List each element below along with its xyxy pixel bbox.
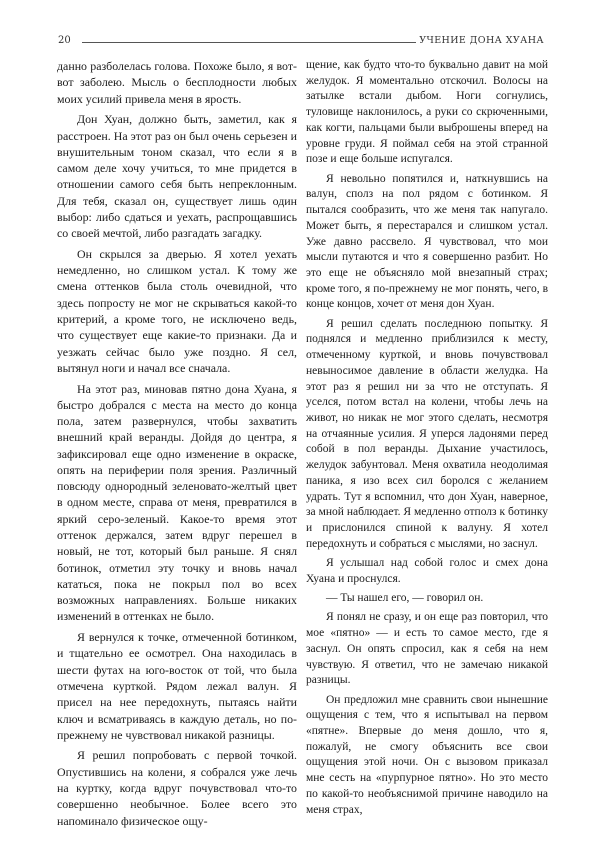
paragraph: Я услышал над собой голос и смех дона Хуана и проснулся. — [306, 557, 548, 585]
page-number: 20 — [58, 35, 71, 46]
paragraph: Я невольно попятился и, наткнувшись на валун, сполз на пол рядом с ботинком. Я пытался сообразить, что же меня так напугало. Может быть, я перестарался и слишком устал. Уже давно рассвело. Я чувствовал, что мои мысли путаются и что я совершенно разбит. Но это еще не объясняло мой внезапный страх; кроме того, я по-прежнему не мог понять, чего, в конце концов, хочет от меня дон Хуан. — [306, 172, 548, 311]
running-head — [58, 35, 544, 49]
running-title: УЧЕНИЕ ДОНА ХУАНА — [419, 35, 544, 46]
right-column — [306, 58, 548, 822]
paragraph: данно разболелась голова. Похоже было, я вот-вот заболею. Мысль о бесплодности любых моих усилий привела меня в ярость. — [57, 59, 297, 106]
paragraph: Он скрылся за дверью. Я хотел уехать немедленно, но слишком устал. К тому же смена оттенков была столь очевидной, что здесь попросту не мог не скрываться какой-то критерий, а кроме того, не исключено ведь, что существует еще какие-то признаки. Да и уезжать сейчас было уже поздно. Я сел, вытянул ноги и начал все сначала. — [57, 246, 297, 375]
paragraph: Я решил сделать последнюю попытку. Я поднялся и медленно приблизился к месту, отмеченному курткой, и вновь почувствовал невыносимое давление в области желудка. На этот раз я решил ни за что не отступать. Я уселся, потом встал на колени, чтобы лечь на живот, но никак не мог этого сделать, несмотря на отчаянные усилия. Я уперся ладонями перед собой в пол веранды. Дыхание участилось, желудок забунтовал. Меня охватила неодолимая паника, я изо всех сил боролся с желанием удрать. Тут я вспомнил, что дон Хуан, наверное, за мной наблюдает. Я медленно отполз к ботинку и прислонился спиной к валуну. Я хотел передохнуть и собраться с мыслями, но заснул. — [306, 317, 548, 550]
paragraph: Я понял не сразу, и он еще раз повторил, что мое «пятно» — и есть то самое место, где я заснул. Он опять спросил, как я себя на нем чувствую. Я ответил, что не замечаю никакой разницы. — [306, 611, 548, 687]
paragraph: На этот раз, миновав пятно дона Хуана, я быстро добрался с места на место до конца пола, затем развернулся, чтобы захватить внешний край веранды. Дойдя до центра, я зафиксировал еще одно изменение в окраске, опять на периферии поля зрения. Различный повсюду однородный зеленовато-желтый цвет в одном месте, справа от меня, превратился в яркий серо-зеленый. Какое-то время этот оттенок держался, затем вдруг перешел в новый, не тот, который был раньше. Я снял ботинок, отметил эту точку и вновь начал кататься, пока не покрыл пол во всех возможных направлениях. Больше никаких изменений в оттенках не было. — [57, 381, 297, 624]
header-rule — [82, 42, 416, 43]
paragraph: щение, как будто что-то буквально давит на мой желудок. Я моментально отскочил. Волосы на затылке встали дыбом. Ноги согнулись, туловище наклонилось, а руки со скрюченными, как когти, пальцами были выброшены вперед на уровне груди. Я поймал себя на этой странной позе и еще больше испугался. — [306, 59, 548, 166]
paragraph: Дон Хуан, должно быть, заметил, как я расстроен. На этот раз он был очень серьезен и внушительным тоном сказал, что если я в самом деле хочу учиться, то мне придется в отношении самого себя быть непреклонным. Для тебя, сказал он, существует лишь один выбор: либо сдаться и уехать, распрощавшись со своей мечтой, либо разгадать загадку. — [57, 112, 297, 241]
paragraph: Он предложил мне сравнить свои нынешние ощущения с тем, что я испытывал на первом «пятне». Впервые до меня дошло, что я, пожалуй, не смогу объяснить все свои ощущения этой ночи. Он с вызовом приказал мне сесть на «пурпурное пятно». Но это место по какой-то необъяснимой причине наводило на меня страх, — [306, 693, 548, 816]
paragraph: — Ты нашел его, — говорил он. — [326, 592, 484, 605]
paragraph: Я решил попробовать с первой точкой. Опустившись на колени, я собрался уже лечь на куртку, когда вдруг почувствовал что-то совершенно необычное. Более всего это напоминало физическое ощу- — [57, 748, 297, 828]
paragraph: Я вернулся к точке, отмеченной ботинком, и тщательно ее осмотрел. Она находилась в шести футах на юго-восток от той, что была отмечена курткой. Рядом лежал валун. Я присел на нее передохнуть, пытаясь найти ключ и всматриваясь в каждую деталь, но по-прежнему не чувствовал никакой разницы. — [57, 630, 297, 742]
left-column — [57, 58, 297, 833]
